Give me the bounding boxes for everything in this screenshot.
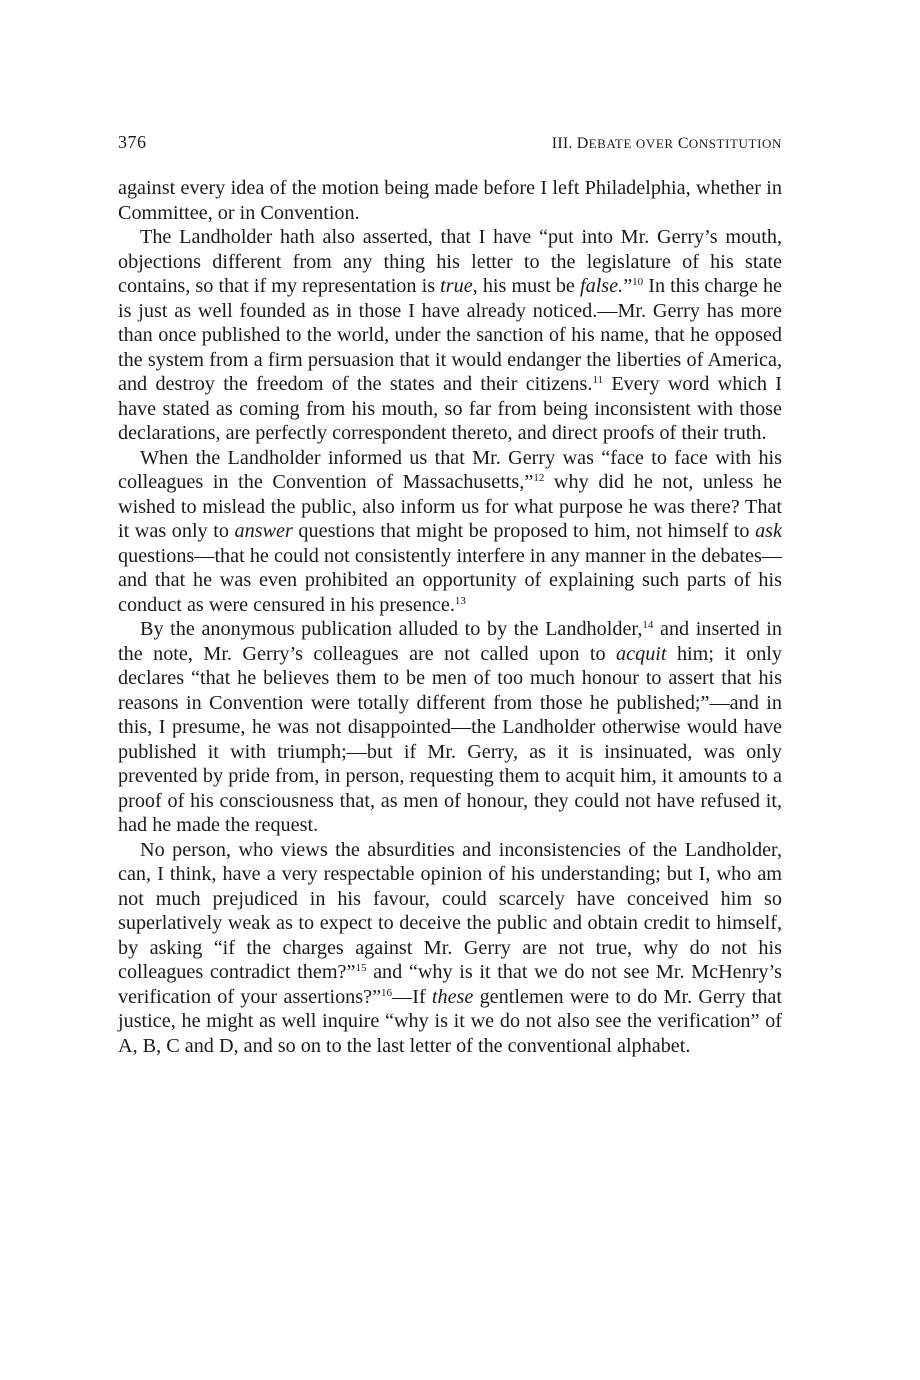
page-number: 376: [118, 132, 147, 152]
emphasis-text: acquit: [616, 642, 667, 665]
paragraph-face-to-face: [118, 446, 782, 618]
paragraph-absurdities: [118, 838, 782, 1059]
paragraph-text: and inserted in the note, Mr. Gerry’s colleagues are not called upon to: [118, 618, 782, 665]
paragraph-text: No person, who views the absurdities and inconsistencies of the Landholder, can, I think, have a very respectable opinion of his understanding; but I, who am not much prejudiced in his favour, could scarcely have conceived him so superlatively weak as to expect to deceive the public and obtain credit to himself, by asking “if the charges against Mr. Gerry are not true, why do not his colleagues contradict them?”: [118, 838, 782, 983]
footnote-ref-10: 10: [632, 276, 644, 288]
emphasis-text: ask: [755, 520, 782, 542]
paragraph-continued: [118, 176, 782, 225]
paragraph-text: The Landholder hath also asserted, that I have “put into Mr. Gerry’s mouth, objections different from any thing his letter to the legislature of his state contains, so that if my representation is: [118, 226, 782, 297]
running-head: [118, 126, 782, 166]
section-word-constitution: ONSTITUTION: [688, 136, 782, 151]
paragraph-text: why did he not, unless he wished to mislead the public, also inform us for what purpose he was there? That it was only to: [118, 471, 783, 542]
footnote-ref-14: 14: [642, 619, 654, 631]
paragraph-text: his must be: [477, 275, 580, 297]
paragraph-text: gentlemen were to do Mr. Gerry that justice, he might as well inquire “why is it we do not also see the verification” of A, B, C and D, and so on to the last letter of the conventional alphabet.: [118, 985, 782, 1057]
footnote-ref-15: 15: [355, 962, 367, 974]
paragraph-text: questions—that he could not consistently interfere in any manner in the debates—and that he was even prohibited an opportunity of explaining such parts of his conduct as were censured in his presence.: [118, 544, 782, 616]
section-word-constitution-initial: C: [677, 135, 689, 152]
paragraph-text: ”: [623, 275, 633, 297]
footnote-ref-13: 13: [454, 594, 466, 607]
footnote-ref-16: 16: [381, 986, 393, 999]
emphasis-text: answer: [234, 520, 293, 542]
paragraph-text: In this charge he is just as well founded as in those I have already noticed.—Mr. Gerry has more than once published to the world, under the sanction of his name, that he opposed the system from a firm persuasion that it would endanger the liberties of America, and destroy the freedom of the states and their citizens.: [118, 275, 783, 395]
emphasis-text: false.: [580, 275, 624, 297]
footnote-ref-12: 12: [533, 472, 545, 484]
section-word-debate-over: EBATE OVER: [588, 136, 674, 151]
section-number: III.: [551, 135, 573, 152]
paragraph-text: and “why is it that we do not see Mr. McHenry’s verification of your assertions?”: [118, 961, 782, 1008]
section-word-debate-initial: D: [576, 135, 589, 152]
paragraph-text: questions that might be proposed to him, not himself to: [292, 520, 756, 542]
paragraph-text: When the Landholder informed us that Mr. Gerry was “face to face with his colleagues in the Convention of Massachusetts,”: [118, 446, 782, 493]
body-text: [118, 176, 782, 1058]
paragraph-representation: [118, 225, 782, 446]
paragraph-text: him; it only declares “that he believes them to be men of too much honour to assert that his reasons in Convention were totally different from those he published;”—and in this, I presume, he was not disappointed—the Landholder otherwise would have published it with triumph;—but if Mr. Gerry, as it is insinuated, was only prevented by pride from, in person, requesting them to acquit him, it amounts to a proof of his consciousness that, as men of honour, they could not have refused it, had he made the request.: [118, 642, 782, 836]
paragraph-text: against every idea of the motion being made before I left Philadelphia, whether in Committee, or in Convention.: [118, 177, 782, 224]
emphasis-text: these: [431, 985, 474, 1008]
document-page: [118, 126, 782, 1058]
footnote-ref-11: 11: [592, 374, 604, 386]
emphasis-text: true,: [440, 275, 478, 297]
paragraph-anonymous-publication: [118, 617, 782, 838]
section-title: [552, 128, 782, 160]
paragraph-text: Every word which I have stated as coming from his mouth, so far from being inconsistent with those declarations, are perfectly correspondent thereto, and direct proofs of their truth.: [118, 373, 783, 444]
paragraph-text: By the anonymous publication alluded to by the Landholder,: [140, 618, 643, 640]
paragraph-text: —If: [392, 985, 432, 1008]
